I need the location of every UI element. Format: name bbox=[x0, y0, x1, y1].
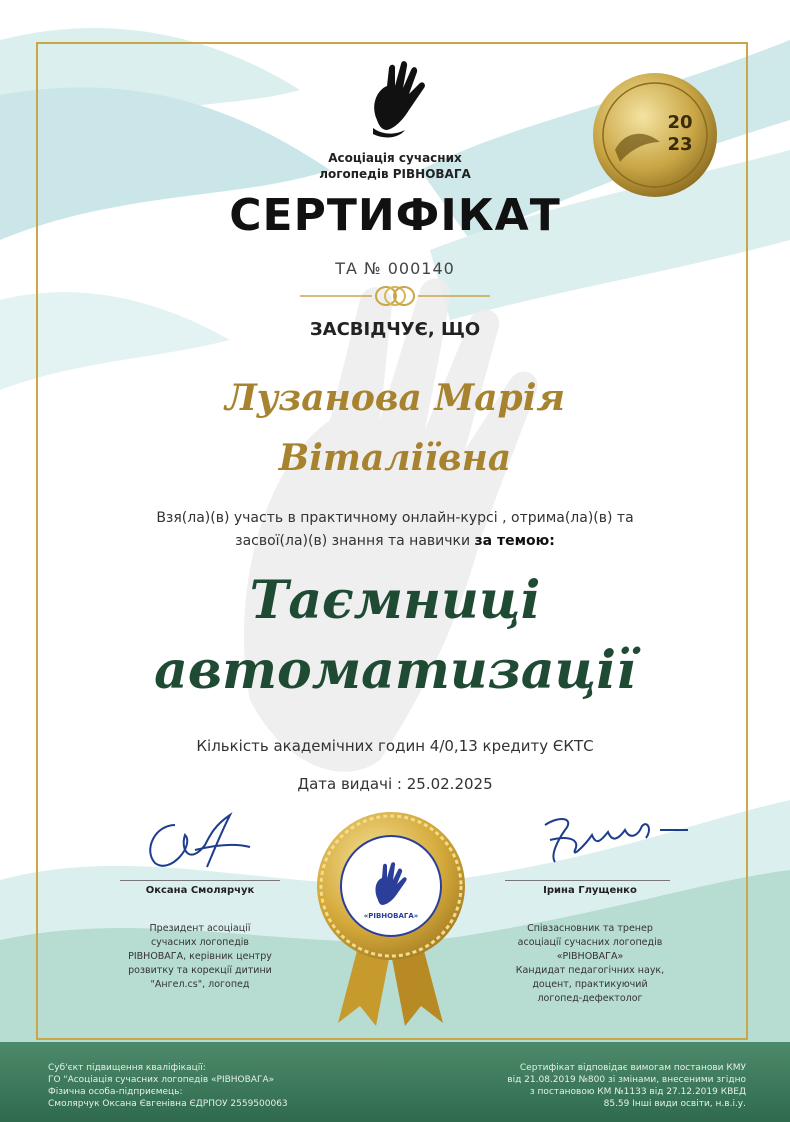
rings-ornament-icon bbox=[300, 284, 490, 308]
organization-line-2: логопедів РІВНОВАГА bbox=[319, 167, 471, 181]
footer-left-line: Смолярчук Оксана Євгенівна ЄДРПОУ 2559500063 bbox=[48, 1099, 288, 1109]
footer-left-line: Суб'єкт підвищення кваліфікації: bbox=[48, 1063, 206, 1073]
signature-right-icon bbox=[520, 800, 690, 870]
description-line-1: Взя(ла)(в) участь в практичному онлайн-курсі , отрима(ла)(в) та bbox=[156, 510, 634, 526]
signatory-left-role-line: розвитку та корекції дитини bbox=[128, 965, 272, 976]
footer-left-line: ГО "Асоціація сучасних логопедів «РІВНОВАГА» bbox=[48, 1075, 275, 1085]
participation-description bbox=[90, 507, 700, 553]
signatory-right-role-line: «РІВНОВАГА» bbox=[556, 951, 624, 962]
signatory-left-role-line: "Ангел.cs", логопед bbox=[150, 979, 250, 990]
footer-right-line: від 21.08.2019 №800 зі змінами, внесеними згідно bbox=[507, 1075, 746, 1085]
signatory-left-name: Оксана Смолярчук bbox=[145, 885, 255, 896]
signatory-left-role-line: сучасних логопедів bbox=[150, 937, 250, 948]
hand-logo-icon bbox=[365, 60, 431, 140]
signatory-left-role-line: РІВНОВАГА, керівник центру bbox=[128, 951, 272, 962]
certifies-label: ЗАСВІДЧУЄ, ЩО bbox=[309, 319, 481, 340]
signatory-left-role bbox=[100, 922, 300, 992]
description-topic-label: за темою: bbox=[474, 533, 555, 549]
organization-name bbox=[270, 150, 520, 182]
signatory-right-role bbox=[480, 922, 700, 1006]
signatory-right-role-line: Співзасновник та тренер bbox=[527, 923, 653, 934]
description-line-2 bbox=[90, 530, 700, 553]
gold-seal-icon bbox=[308, 808, 474, 1030]
signatory-right-role-line: Кандидат педагогічних наук, bbox=[515, 965, 665, 976]
signature-left-icon bbox=[135, 805, 255, 875]
signature-left-line bbox=[120, 880, 280, 881]
issue-date: Дата видачі : 25.02.2025 bbox=[297, 775, 493, 793]
certificate-number: ТА № 000140 bbox=[335, 259, 455, 278]
academic-hours: Кількість академічних годин 4/0,13 кредиту ЄКТС bbox=[196, 737, 594, 755]
footer-left bbox=[48, 1062, 378, 1110]
signatory-right-name: Ірина Глущенко bbox=[543, 885, 637, 896]
signatory-right-role-line: доцент, практикуючий bbox=[532, 979, 648, 990]
seal-center-text: «РІВНОВАГА» bbox=[363, 912, 419, 920]
medal-year-top: 20 bbox=[667, 112, 693, 133]
organization-line-1: Асоціація сучасних bbox=[328, 151, 462, 165]
recipient-name-line-2: Віталіївна bbox=[278, 437, 512, 479]
recipient-name-line-1: Лузанова Марія bbox=[224, 377, 566, 419]
footer-right-line: з постановою КМ №1133 від 27.12.2019 КВЕД bbox=[529, 1087, 746, 1097]
medal-year-bottom: 23 bbox=[667, 134, 693, 155]
signatory-right-role-line: асоціації сучасних логопедів bbox=[517, 937, 663, 948]
description-line-2-text: засвої(ла)(в) знання та навички bbox=[235, 533, 475, 549]
course-topic-line-2: автоматизації bbox=[154, 640, 636, 701]
footer-right bbox=[420, 1062, 746, 1110]
footer-left-line: Фізична особа-підприємець: bbox=[48, 1087, 183, 1097]
certificate-title: СЕРТИФІКАТ bbox=[229, 190, 561, 241]
footer-right-line: 85.59 Інші види освіти, н.в.і.у. bbox=[603, 1099, 746, 1109]
award-medal-icon bbox=[590, 70, 720, 200]
signatory-left-role-line: Президент асоціації bbox=[149, 923, 251, 934]
course-topic-line-1: Таємниці bbox=[249, 570, 541, 631]
footer-right-line: Сертифікат відповідає вимогам постанови КМУ bbox=[519, 1063, 746, 1073]
signatory-right-role-line: логопед-дефектолог bbox=[537, 993, 643, 1004]
signature-right-line bbox=[505, 880, 670, 881]
